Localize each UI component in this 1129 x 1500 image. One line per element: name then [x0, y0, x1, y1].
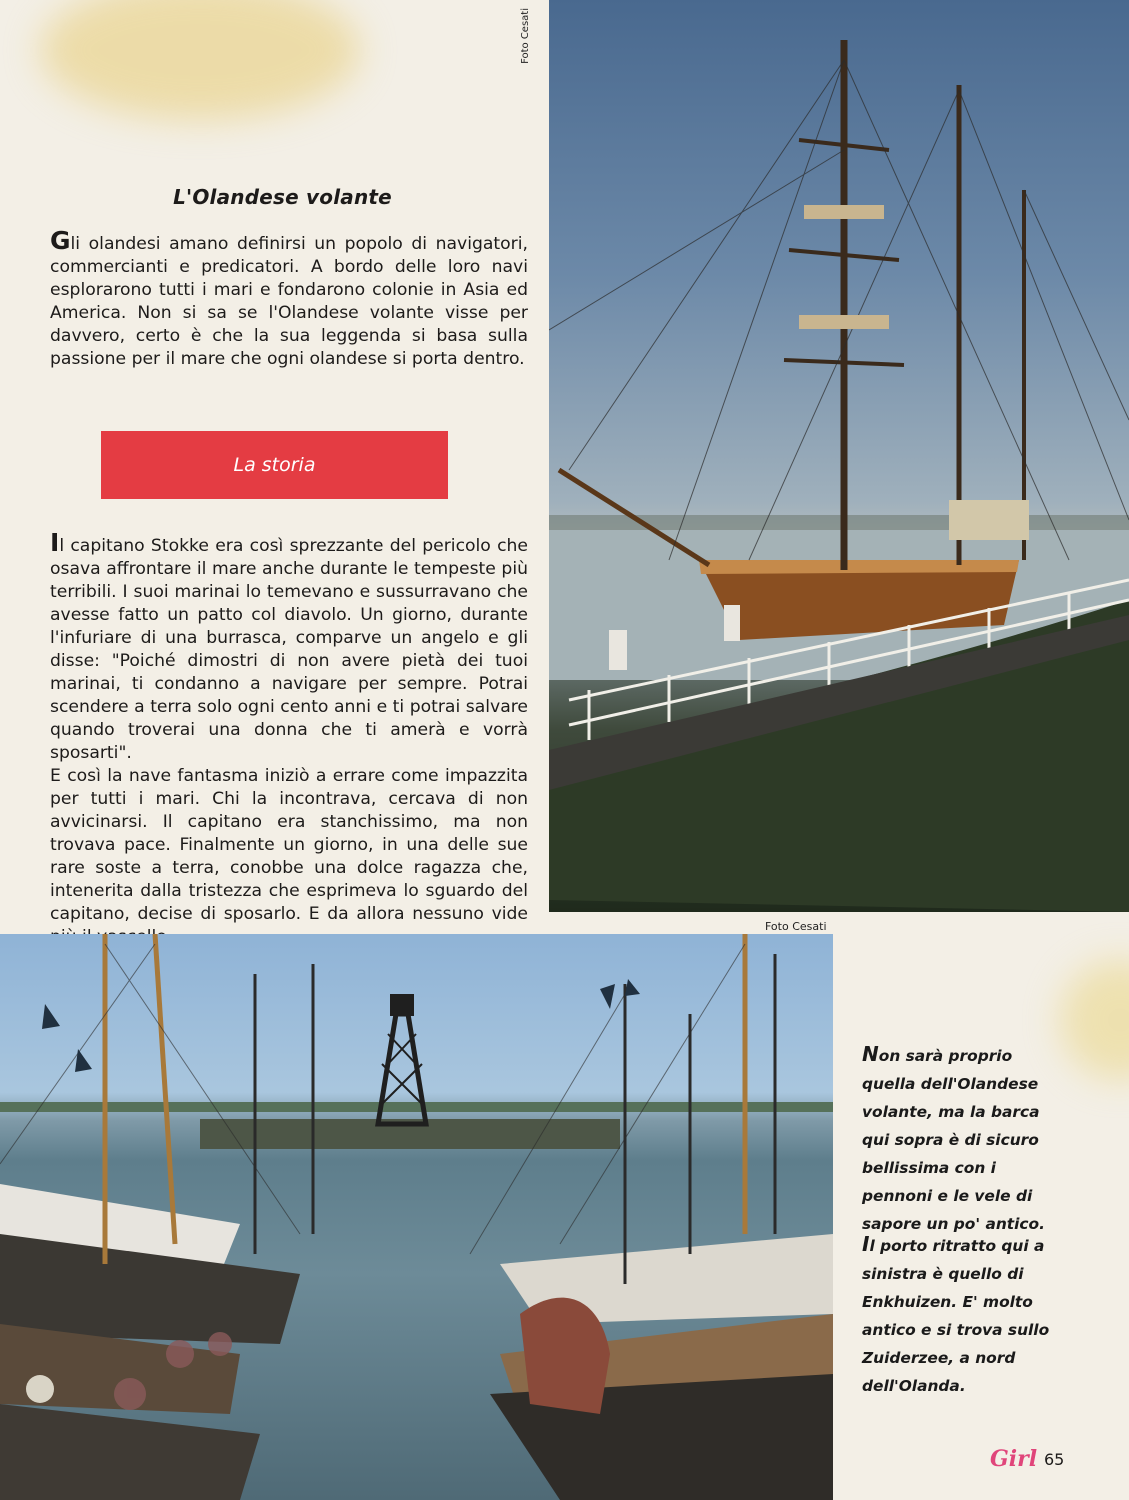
caption-ship: [862, 1040, 1067, 1238]
section-heading-label: La storia: [233, 454, 316, 476]
caption-ship-dropcap: N: [862, 1042, 879, 1066]
story-paragraph-1: [50, 528, 528, 765]
story-paragraph-2: E così la nave fantasma iniziò a errare come impazzita per tutti i mari. Chi la incontrava, cercava di non avvicinarsi. Il capitano era stanchissimo, ma non trovava pace. Finalmente un giorno, in una delle sue rare soste a terra, conobbe una dolce ragazza che, intenerita dalla tristezza che esprimeva lo sguardo del capitano, decise di sposarlo. E da allora nessuno vide: [50, 766, 528, 924]
magazine-logo: Girl: [990, 1446, 1038, 1472]
photo-credit-top: Foto Cesati: [520, 8, 531, 64]
intro-dropcap: G: [50, 226, 71, 255]
paper-stain-top: [40, 0, 360, 120]
harbor-illustration: [0, 934, 833, 1500]
intro-text: li olandesi amano definirsi un popolo di navigatori, commercianti e predicatori. A bordo delle loro navi esplorarono tutti i mari e fondarono colonie in Asia ed America. Non si sa se l'Olandese volante visse per davvero, certo è che la sua leggenda si basa sulla passione per il mare che ogni olandese si porta dentro.: [50, 234, 528, 369]
caption-ship-text: on sarà proprio quella dell'Olandese volante, ma la barca qui sopra è di sicuro bellissima con i pennoni e le vele di sapore un po' antico.: [862, 1047, 1045, 1233]
paper-stain-right: [1060, 960, 1129, 1080]
story-paragraph-1-text: l capitano Stokke era così sprezzante del pericolo che osava affrontare il mare anche durante le tempeste più terribili. I suoi marinai lo temevano e sussurravano che avesse fatto un patto col diavolo. Un giorno, durante l'infuriare di una burrasca, comparve un angelo e gli disse: "Poiché dimostri di non avere pietà dei tuoi marinai, ti condanno a navigare per sempre. Potrai scendere a terra solo ogni cento anni e ti potrai salvare quando troverai una donna che ti amerà e vorrà sposarti".: [50, 536, 528, 763]
story-dropcap: I: [50, 528, 60, 557]
section-heading-box: [101, 431, 448, 499]
article-title: L'Olandese volante: [173, 185, 392, 209]
harbor-photo: [0, 934, 833, 1500]
tall-ship-illustration: [549, 0, 1129, 912]
caption-harbor-dropcap: I: [862, 1232, 870, 1256]
tall-ship-photo: [549, 0, 1129, 912]
page-number: 65: [1044, 1450, 1065, 1469]
photo-credit-bottom: Foto Cesati: [765, 920, 827, 933]
caption-harbor: [862, 1230, 1067, 1400]
caption-harbor-text: l porto ritratto qui a sinistra è quello di Enkhuizen. E' molto antico e si trova sullo Zuiderzee, a nord dell'Olanda.: [862, 1237, 1050, 1395]
intro-paragraph: [50, 226, 528, 371]
story-text: [50, 528, 528, 949]
